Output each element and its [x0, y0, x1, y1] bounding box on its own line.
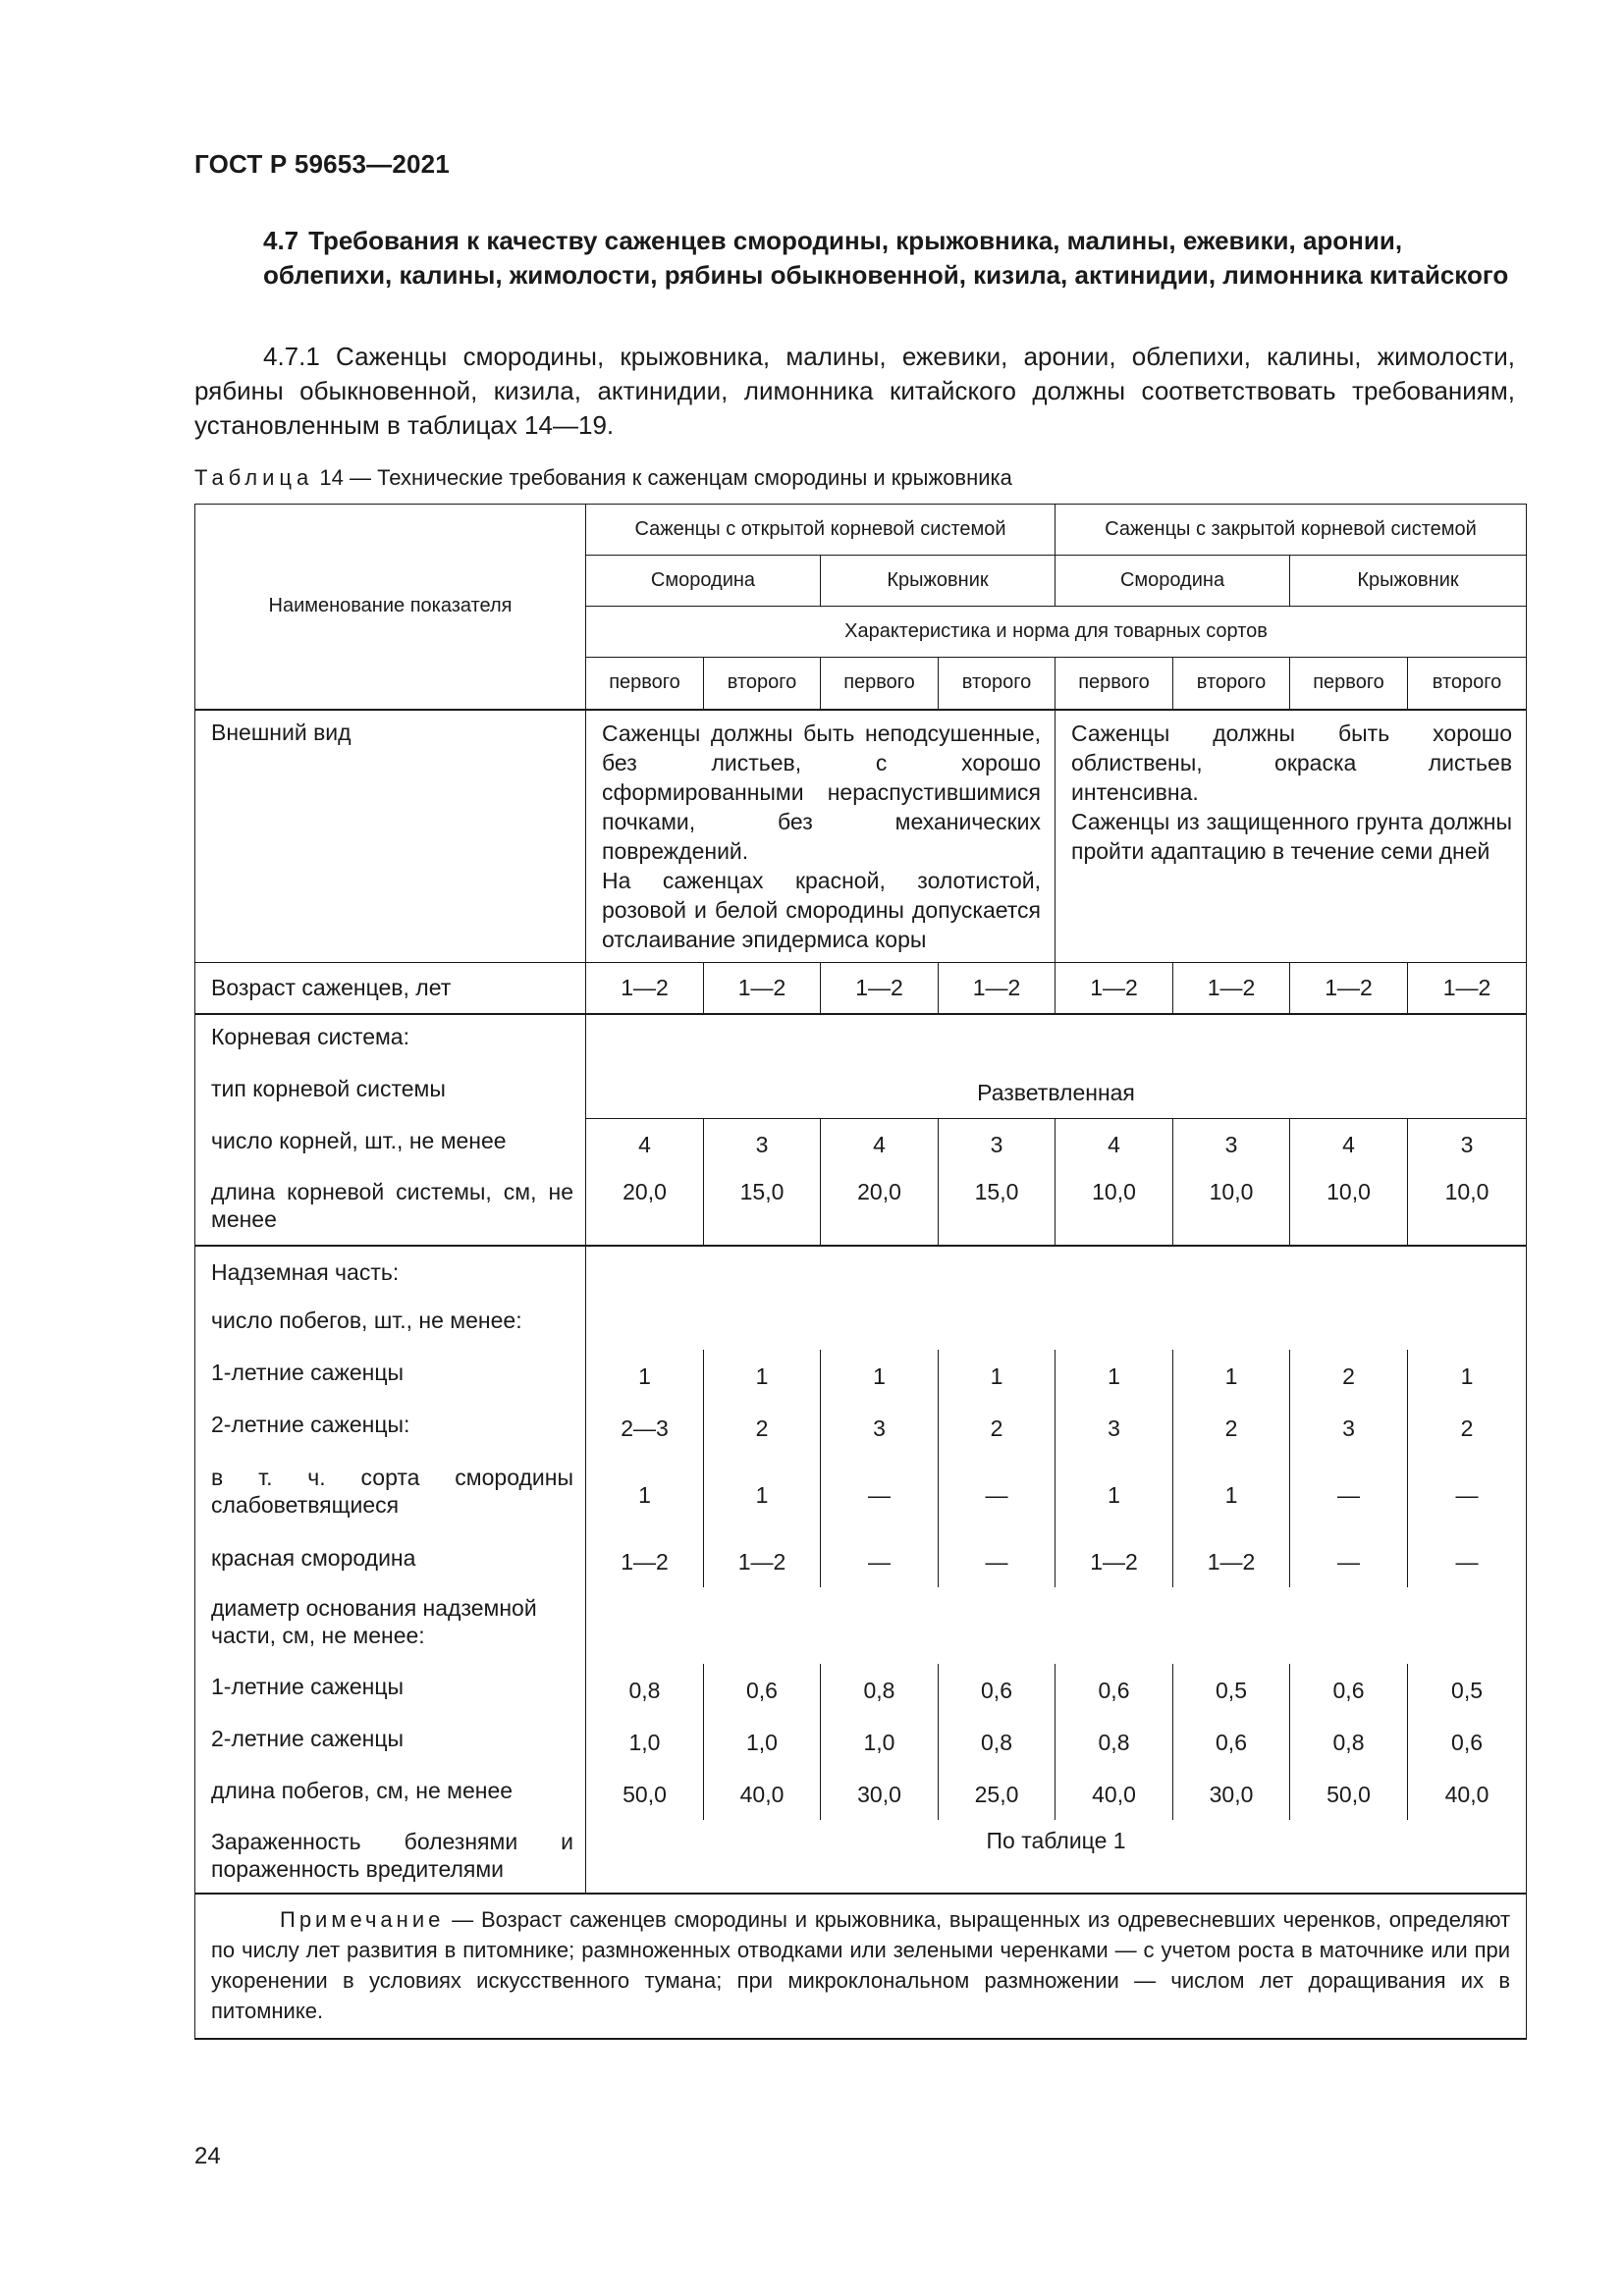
age-value: 1—2: [586, 962, 704, 1014]
appearance-label: Внешний вид: [195, 710, 586, 963]
header-grade-5: первого: [1056, 658, 1173, 710]
root-count-value: 4: [1290, 1118, 1408, 1170]
diameter-label: диаметр основания надземной части, см, не менее:: [195, 1587, 586, 1664]
header-grade-6: второго: [1173, 658, 1290, 710]
header-grade-2: второго: [704, 658, 821, 710]
one-year-value: 1: [1173, 1350, 1290, 1402]
two-year-label: 2-летние саженцы:: [195, 1402, 586, 1454]
diam-one-year-value: 0,6: [704, 1664, 821, 1716]
shoot-length-label: длина побегов, см, не менее: [195, 1768, 586, 1820]
root-length-value: 15,0: [939, 1170, 1056, 1246]
diam-one-year-value: 0,5: [1408, 1664, 1527, 1716]
two-year-value: 3: [1290, 1402, 1408, 1454]
two-year-value: 2: [704, 1402, 821, 1454]
red-currant-value: —: [1290, 1535, 1408, 1587]
appearance-open-text-1: Саженцы должны быть неподсушенные, без листьев, с хорошо сформированными нераспустившимися почками, без механических повреждений.: [602, 720, 1042, 864]
one-year-value: 1: [586, 1350, 704, 1402]
requirements-table: [194, 504, 1527, 2040]
root-length-value: 10,0: [1290, 1170, 1408, 1246]
diam-two-year-value: 0,8: [1056, 1716, 1173, 1768]
one-year-value: 1: [821, 1350, 939, 1402]
diameter-empty: [586, 1587, 1527, 1664]
red-currant-value: 1—2: [1173, 1535, 1290, 1587]
row-diam-two-year: [195, 1716, 1527, 1768]
red-currant-value: 1—2: [704, 1535, 821, 1587]
row-root-system: [195, 1014, 1527, 1066]
age-value: 1—2: [821, 962, 939, 1014]
red-currant-value: 1—2: [1056, 1535, 1173, 1587]
weak-branching-label: в т. ч. сорта смородины слабоветвящиеся: [195, 1454, 586, 1535]
shoot-length-value: 40,0: [1056, 1768, 1173, 1820]
root-system-label: Корневая система:: [195, 1014, 586, 1066]
shoot-length-value: 30,0: [1173, 1768, 1290, 1820]
diam-two-year-label: 2-летние саженцы: [195, 1716, 586, 1768]
page-number: 24: [194, 2143, 221, 2169]
diam-one-year-label: 1-летние саженцы: [195, 1664, 586, 1716]
above-ground-empty: [586, 1246, 1527, 1298]
section-heading: [194, 224, 1515, 293]
shoots-label: число побегов, шт., не менее:: [195, 1298, 586, 1350]
one-year-value: 1: [1056, 1350, 1173, 1402]
root-length-value: 20,0: [821, 1170, 939, 1246]
diam-two-year-value: 0,8: [939, 1716, 1056, 1768]
weak-branching-value: 1: [1173, 1454, 1290, 1535]
appearance-closed-text-1: Саженцы должны быть хорошо облиствены, окраска листьев интенсивна.: [1071, 720, 1513, 805]
age-label: Возраст саженцев, лет: [195, 962, 586, 1014]
weak-branching-value: —: [939, 1454, 1056, 1535]
row-root-length: [195, 1170, 1527, 1246]
header-grade-3: первого: [821, 658, 939, 710]
diam-two-year-value: 1,0: [821, 1716, 939, 1768]
diam-one-year-value: 0,8: [821, 1664, 939, 1716]
diam-one-year-value: 0,6: [939, 1664, 1056, 1716]
row-shoots: [195, 1298, 1527, 1350]
shoots-empty: [586, 1298, 1527, 1350]
weak-branching-value: —: [1408, 1454, 1527, 1535]
red-currant-value: —: [939, 1535, 1056, 1587]
age-value: 1—2: [704, 962, 821, 1014]
diam-two-year-value: 1,0: [704, 1716, 821, 1768]
root-length-value: 15,0: [704, 1170, 821, 1246]
two-year-value: 2: [1173, 1402, 1290, 1454]
shoot-length-value: 50,0: [586, 1768, 704, 1820]
shoot-length-value: 40,0: [1408, 1768, 1527, 1820]
diam-two-year-value: 0,8: [1290, 1716, 1408, 1768]
diam-two-year-value: 1,0: [586, 1716, 704, 1768]
shoot-length-value: 40,0: [704, 1768, 821, 1820]
root-type-value: Разветвленная: [586, 1014, 1527, 1118]
header-gooseberry-closed: Крыжовник: [1290, 556, 1527, 607]
root-length-value: 10,0: [1056, 1170, 1173, 1246]
root-count-label: число корней, шт., не менее: [195, 1118, 586, 1170]
root-type-label: тип корневой системы: [195, 1066, 586, 1118]
two-year-value: 2: [939, 1402, 1056, 1454]
row-one-year: [195, 1350, 1527, 1402]
root-count-value: 4: [1056, 1118, 1173, 1170]
header-currant-closed: Смородина: [1056, 556, 1290, 607]
red-currant-label: красная смородина: [195, 1535, 586, 1587]
header-closed-root: Саженцы с закрытой корневой системой: [1056, 505, 1527, 556]
root-length-value: 10,0: [1408, 1170, 1527, 1246]
document-code: ГОСТ Р 59653—2021: [194, 149, 450, 179]
header-grade-4: второго: [939, 658, 1056, 710]
header-char-norm: Характеристика и норма для товарных сортов: [586, 607, 1527, 658]
table-caption: [194, 465, 1012, 491]
age-value: 1—2: [1408, 962, 1527, 1014]
disease-label: Зараженность болезнями и пораженность вредителями: [195, 1820, 586, 1894]
row-note: [195, 1894, 1527, 2039]
root-count-value: 3: [704, 1118, 821, 1170]
row-age: [195, 962, 1527, 1014]
root-length-label: длина корневой системы, см, не менее: [195, 1170, 586, 1246]
above-ground-label: Надземная часть:: [195, 1246, 586, 1298]
red-currant-value: —: [821, 1535, 939, 1587]
disease-value: По таблице 1: [586, 1820, 1527, 1894]
root-count-value: 3: [1173, 1118, 1290, 1170]
root-count-value: 4: [821, 1118, 939, 1170]
appearance-closed-text: [1056, 710, 1527, 963]
row-shoot-length: [195, 1768, 1527, 1820]
shoot-length-value: 25,0: [939, 1768, 1056, 1820]
row-root-count: [195, 1118, 1527, 1170]
header-row-1: [195, 505, 1527, 556]
one-year-value: 2: [1290, 1350, 1408, 1402]
appearance-open-text: [586, 710, 1056, 963]
row-red-currant: [195, 1535, 1527, 1587]
weak-branching-value: 1: [704, 1454, 821, 1535]
row-disease: [195, 1820, 1527, 1894]
root-length-value: 10,0: [1173, 1170, 1290, 1246]
paragraph-4-7-1: 4.7.1 Саженцы смородины, крыжовника, малины, ежевики, аронии, облепихи, калины, жимолости, рябины обыкновенной, кизила, актинидии, лимонника китайского должны соответствовать требованиям, установленным в таблицах 14—19.: [194, 342, 1515, 440]
header-open-root: Саженцы с открытой корневой системой: [586, 505, 1056, 556]
shoot-length-value: 30,0: [821, 1768, 939, 1820]
row-two-year: [195, 1402, 1527, 1454]
diam-two-year-value: 0,6: [1408, 1716, 1527, 1768]
root-count-value: 3: [1408, 1118, 1527, 1170]
two-year-value: 3: [1056, 1402, 1173, 1454]
row-weak-branching: [195, 1454, 1527, 1535]
weak-branching-value: —: [1290, 1454, 1408, 1535]
row-above-ground: [195, 1246, 1527, 1298]
diam-two-year-value: 0,6: [1173, 1716, 1290, 1768]
root-count-value: 4: [586, 1118, 704, 1170]
table-caption-title: 14 — Технические требования к саженцам смородины и крыжовника: [319, 465, 1012, 490]
row-appearance: [195, 710, 1527, 963]
root-count-value: 3: [939, 1118, 1056, 1170]
diam-one-year-value: 0,6: [1056, 1664, 1173, 1716]
header-grade-8: второго: [1408, 658, 1527, 710]
two-year-value: 3: [821, 1402, 939, 1454]
row-diameter: [195, 1587, 1527, 1664]
note-text: — Возраст саженцев смородины и крыжовника, выращенных из одревесневших черенков, определяют по числу лет развития в питомнике; размноженных отводками или зелеными черенками — с учетом роста в маточнике или при укоренении в условиях искусственного тумана; при микроклональном размножении — числом лет доращивания их в питомнике.: [211, 1907, 1511, 2023]
header-grade-7: первого: [1290, 658, 1408, 710]
red-currant-value: —: [1408, 1535, 1527, 1587]
header-indicator-name: Наименование показателя: [195, 505, 586, 710]
age-value: 1—2: [1173, 962, 1290, 1014]
header-currant-open: Смородина: [586, 556, 821, 607]
diam-one-year-value: 0,5: [1173, 1664, 1290, 1716]
section-number: 4.7: [263, 226, 299, 255]
two-year-value: 2: [1408, 1402, 1527, 1454]
requirements-table-wrapper: [194, 504, 1526, 2040]
header-grade-1: первого: [586, 658, 704, 710]
age-value: 1—2: [1290, 962, 1408, 1014]
two-year-value: 2—3: [586, 1402, 704, 1454]
weak-branching-value: 1: [1056, 1454, 1173, 1535]
age-value: 1—2: [1056, 962, 1173, 1014]
header-gooseberry-open: Крыжовник: [821, 556, 1056, 607]
one-year-label: 1-летние саженцы: [195, 1350, 586, 1402]
shoot-length-value: 50,0: [1290, 1768, 1408, 1820]
diam-one-year-value: 0,6: [1290, 1664, 1408, 1716]
diam-one-year-value: 0,8: [586, 1664, 704, 1716]
root-length-value: 20,0: [586, 1170, 704, 1246]
table-note: [195, 1894, 1527, 2039]
age-value: 1—2: [939, 962, 1056, 1014]
weak-branching-value: —: [821, 1454, 939, 1535]
one-year-value: 1: [939, 1350, 1056, 1402]
one-year-value: 1: [704, 1350, 821, 1402]
table-caption-word: Таблица: [194, 465, 314, 490]
red-currant-value: 1—2: [586, 1535, 704, 1587]
note-word: Примечание: [280, 1907, 445, 1932]
section-title: Требования к качеству саженцев смородины, крыжовника, малины, ежевики, аронии, облепихи, калины, жимолости, рябины обыкновенной, кизила, актинидии, лимонника китайского: [263, 226, 1509, 290]
row-diam-one-year: [195, 1664, 1527, 1716]
appearance-open-text-2: На саженцах красной, золотистой, розовой и белой смородины допускается отслаивание эпидермиса коры: [602, 867, 1042, 952]
appearance-closed-text-2: Саженцы из защищенного грунта должны пройти адаптацию в течение семи дней: [1071, 808, 1513, 864]
weak-branching-value: 1: [586, 1454, 704, 1535]
one-year-value: 1: [1408, 1350, 1527, 1402]
